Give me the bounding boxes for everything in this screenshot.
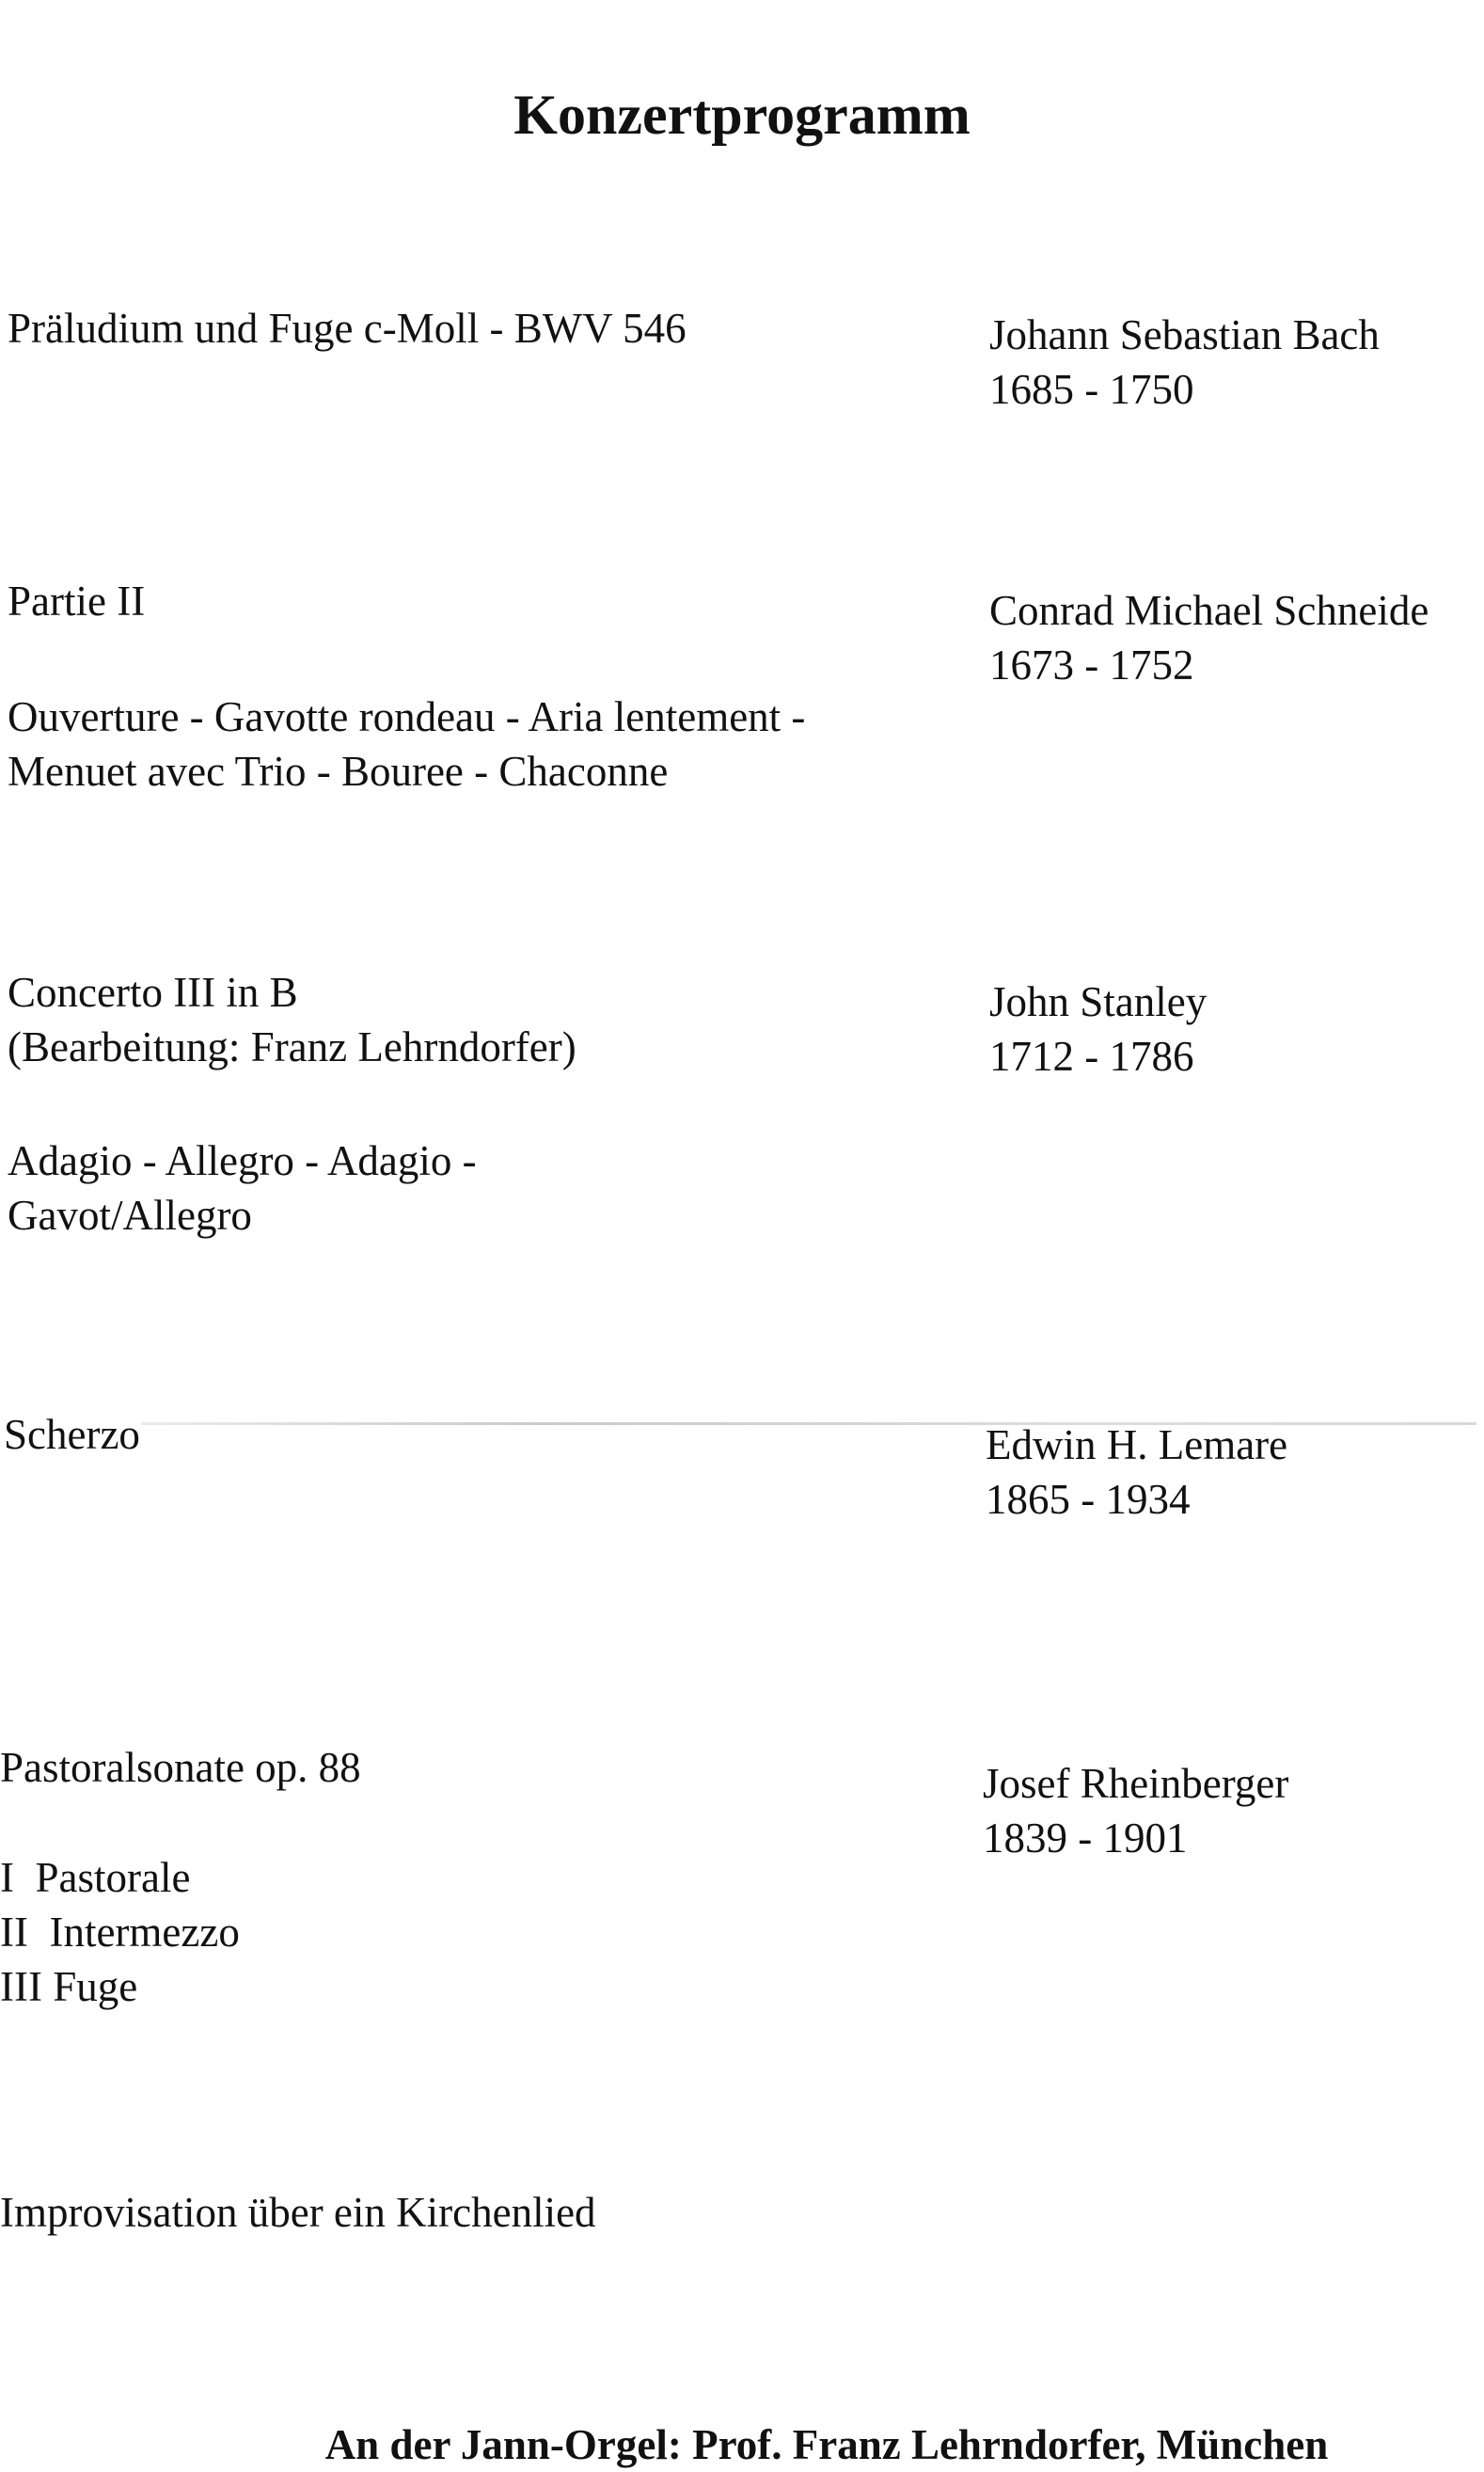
movement-list-rheinberger (0, 1850, 240, 2014)
composer-name: Josef Rheinberger (983, 1760, 1289, 1807)
composer-block-stanley (989, 975, 1207, 1084)
composer-dates: 1839 - 1901 (983, 1814, 1188, 1862)
composer-block-lemare (986, 1418, 1287, 1527)
piece-title-rheinberger (0, 1740, 361, 1795)
composer-name: Johann Sebastian Bach (989, 311, 1380, 358)
composer-name: Conrad Michael Schneide (989, 587, 1429, 634)
composer-dates: 1712 - 1786 (989, 1033, 1194, 1080)
composer-name: John Stanley (989, 978, 1208, 1025)
movement-line: III Fuge (0, 1963, 138, 2010)
piece-title-line: Improvisation über ein Kirchenlied (0, 2189, 596, 2236)
composer-name: Edwin H. Lemare (986, 1421, 1288, 1468)
movement-line: I Pastorale (0, 1854, 191, 1901)
piece-title-line: Pastoralsonate op. 88 (0, 1744, 361, 1791)
composer-dates: 1865 - 1934 (986, 1476, 1191, 1523)
composer-dates: 1673 - 1752 (989, 642, 1194, 689)
composer-block-bach (989, 308, 1380, 417)
movement-line: Gavot/Allegro (8, 1192, 252, 1239)
movement-line: Adagio - Allegro - Adagio - (8, 1137, 477, 1184)
performer-footer: An der Jann-Orgel: Prof. Franz Lehrndorfer, München (324, 2421, 1329, 2468)
movement-line: Ouverture - Gavotte rondeau - Aria lentement - (8, 693, 806, 740)
movement-line: II Intermezzo (0, 1909, 240, 1956)
piece-title-line: Präludium und Fuge c-Moll - BWV 546 (8, 305, 687, 352)
composer-block-schneider (989, 583, 1429, 692)
composer-block-rheinberger (983, 1756, 1288, 1865)
movement-line: Menuet avec Trio - Bouree - Chaconne (8, 748, 669, 795)
piece-title-lemare (4, 1407, 140, 1462)
piece-title-line: Partie II (8, 578, 146, 625)
piece-title-line: Concerto III in B (8, 969, 298, 1016)
piece-title-bach (8, 301, 687, 356)
movement-list-schneider (8, 689, 805, 799)
movement-list-stanley (8, 1133, 477, 1243)
piece-title-stanley (8, 965, 576, 1074)
piece-title-line: Scherzo (4, 1411, 140, 1458)
composer-dates: 1685 - 1750 (989, 366, 1194, 413)
program-title: Konzertprogramm (513, 84, 971, 146)
piece-title-line: (Bearbeitung: Franz Lehrndorfer) (8, 1023, 576, 1070)
piece-title-schneider (8, 574, 145, 628)
piece-title-improvisation (0, 2185, 596, 2240)
